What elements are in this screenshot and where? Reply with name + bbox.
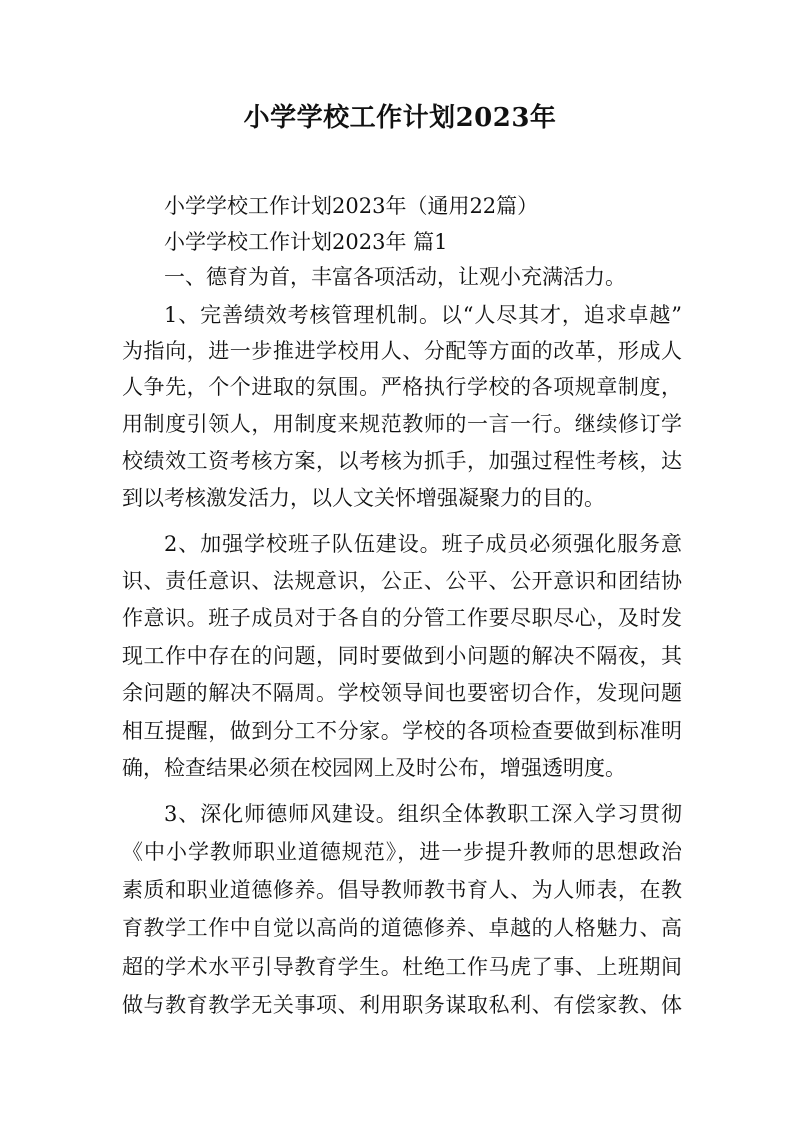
paragraph-line: 相互提醒，做到分工不分家。学校的各项检查要做到标准明	[122, 719, 682, 743]
paragraph-line: 《中小学教师职业道德规范》，进一步提升教师的思想政治	[122, 840, 682, 864]
paragraph-line: 为指向，进一步推进学校用人、分配等方面的改革，形成人	[122, 339, 682, 363]
paragraph-line: 2、加强学校班子队伍建设。班子成员必须强化服务意	[164, 532, 682, 556]
part-heading: 一、德育为首，丰富各项活动，让观小充满活力。	[164, 265, 626, 289]
section-heading: 小学学校工作计划2023年 篇1	[164, 230, 448, 254]
paragraph-line: 人争先，个个进取的氛围。严格执行学校的各项规章制度，	[122, 375, 682, 399]
paragraph-line: 育教学工作中自觉以高尚的道德修养、卓越的人格魅力、高	[122, 916, 682, 940]
document-title: 小学学校工作计划2023年	[243, 103, 557, 133]
paragraph-line: 作意识。班子成员对于各自的分管工作要尽职尽心，及时发	[122, 606, 682, 630]
paragraph-line: 到以考核激发活力，以人文关怀增强凝聚力的目的。	[122, 486, 605, 510]
paragraph-line: 校绩效工资考核方案，以考核为抓手，加强过程性考核，达	[122, 449, 682, 473]
paragraph-line: 素质和职业道德修养。倡导教师教书育人、为人师表，在教	[122, 878, 682, 902]
paragraph-line: 3、深化师德师风建设。组织全体教职工深入学习贯彻	[164, 802, 682, 826]
document-subtitle: 小学学校工作计划2023年（通用22篇）	[164, 194, 539, 218]
paragraph-line: 余问题的解决不隔周。学校领导间也要密切合作，发现问题	[122, 681, 682, 705]
paragraph-line: 用制度引领人，用制度来规范教师的一言一行。继续修订学	[122, 412, 682, 436]
paragraph-line: 做与教育教学无关事项、利用职务谋取私利、有偿家教、体	[122, 993, 682, 1017]
paragraph-line: 1、完善绩效考核管理机制。以“人尽其才，追求卓越”	[164, 303, 682, 327]
paragraph-line: 现工作中存在的问题，同时要做到小问题的解决不隔夜，其	[122, 644, 682, 668]
paragraph-line: 超的学术水平引导教育学生。杜绝工作马虎了事、上班期间	[122, 955, 682, 979]
paragraph-line: 确，检查结果必须在校园网上及时公布，增强透明度。	[122, 756, 626, 780]
paragraph-line: 识、责任意识、法规意识，公正、公平、公开意识和团结协	[122, 569, 682, 593]
